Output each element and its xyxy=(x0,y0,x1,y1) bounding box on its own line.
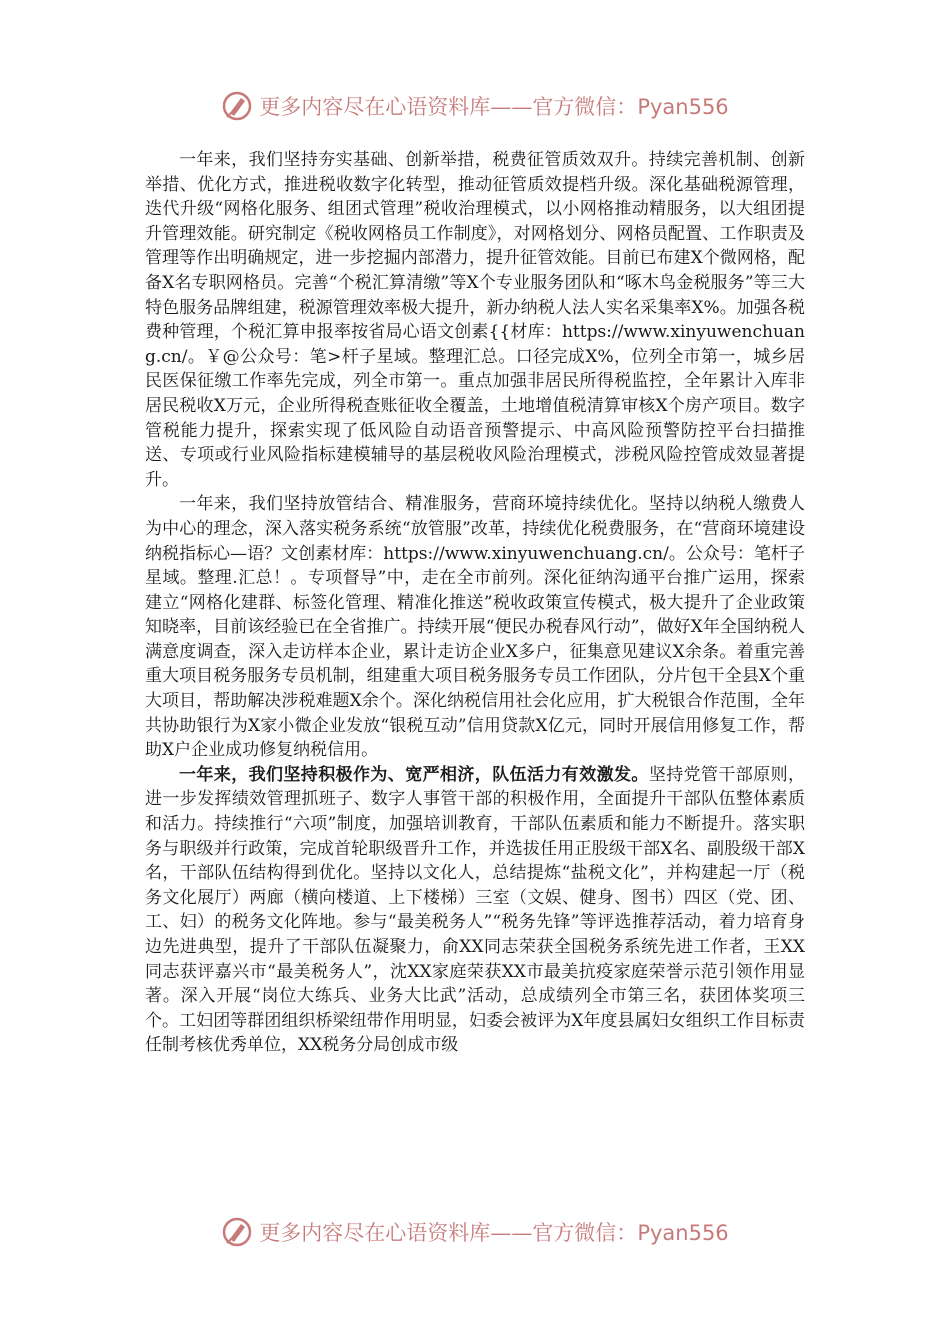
paragraph-1: 一年来，我们坚持夯实基础、创新举措，税费征管质效双升。持续完善机制、创新举措、优化方式，推进税收数字化转型，推动征管质效提档升级。深化基础税源管理，迭代升级“网格化服务、组团式管理”税收治理模式，以小网格推动精服务，以大组团提升管理效能。研究制定《税收网格员工作制度》，对网格划分、网格员配置、工作职责及管理等作出明确规定，进一步挖掘内部潜力，提升征管效能。目前已布建X个微网格，配备X名专职网格员。完善“个税汇算清缴”等X个专业服务团队和“啄木鸟金税服务”等三大特色服务品牌组建，税源管理效率极大提升，新办纳税人法人实名采集率X%。加强各税费种管理，个税汇算申报率按省局心语文创素{{材库：https://www.xinyuwenchuang.cn/。￥@公众号：笔>杆子星域。整理汇总。口径完成X%，位列全市第一，城乡居民医保征缴工作率先完成，列全市第一。重点加强非居民所得税监控，全年累计入库非居民税收X万元，企业所得税查账征收全覆盖，土地增值税清算审核X个房产项目。数字管税能力提升，探索实现了低风险自动语音预警提示、中高风险预警防控平台扫描推送、专项或行业风险指标建模辅导的基层税收风险治理模式，涉税风险控管成效显著提升。 xyxy=(145,150,805,490)
watermark-text: 更多内容尽在心语资料库——官方微信：Pyan556 xyxy=(259,1221,729,1245)
paragraph-3: 一年来，我们坚持积极作为、宽严相济，队伍活力有效激发。坚持党管干部原则，进一步发挥绩效管理抓班子、数字人事管干部的积极作用，全面提升干部队伍整体素质和活力。持续推行“六项”制度，加强培训教育，干部队伍素质和能力不断提升。落实职务与职级并行政策，完成首轮职级晋升工作，并选拔任用正股级干部X名、副股级干部X名，干部队伍结构得到优化。坚持以文化人，总结提炼“盐税文化”，并构建起一厅（税务文化展厅）两廊（横向楼道、上下楼梯）三室（文娱、健身、图书）四区（党、团、工、妇）的税务文化阵地。参与“最美税务人”“税务先锋”等评选推荐活动，着力培育身边先进典型，提升了干部队伍凝聚力，俞XX同志荣获全国税务系统先进工作者，王XX同志获评嘉兴市“最美税务人”，沈XX家庭荣获XX市最美抗疫家庭荣誉示范引领作用显著。深入开展“岗位大练兵、业务大比武”活动，总成绩列全市第三名，获团体奖项三个。工妇团等群团组织桥梁纽带作用明显，妇委会被评为X年度县属妇女组织工作目标责任制考核优秀单位，XX税务分局创成市级 xyxy=(145,764,806,1056)
paragraph-3-lead: 一年来，我们坚持积极作为、宽严相济，队伍活力有效激发。 xyxy=(179,764,649,785)
paragraph-2: 一年来，我们坚持放管结合、精准服务，营商环境持续优化。坚持以纳税人缴费人为中心的理念，深入落实税务系统“放管服”改革，持续优化税费服务，在“营商环境建设纳税指标心—语？文创素材库：https://www.xinyuwenchuang.cn/。公众号：笔杆子星域。整理.汇总！。专项督导”中，走在全市前列。深化征纳沟通平台推广运用，探索建立“网格化建群、标签化管理、精准化推送”税收政策宣传模式，极大提升了企业政策知晓率，目前该经验已在全省推广。持续开展“便民办税春风行动”，做好X年全国纳税人满意度调查，深入走访样本企业，累计走访企业X多户，征集意见建议X余条。着重完善重大项目税务服务专员机制，组建重大项目税务服务专员工作团队，分片包干全县X个重大项目，帮助解决涉税难题X余个。深化纳税信用社会化应用，扩大税银合作范围，全年共协助银行为X家小微企业发放“银税互动”信用贷款X亿元，同时开展信用修复工作，帮助X户企业成功修复纳税信用。 xyxy=(145,494,805,761)
document-body xyxy=(145,148,805,1058)
watermark-banner-bottom xyxy=(0,1212,950,1252)
watermark-banner-top xyxy=(0,86,950,126)
pen-nib-circle-icon xyxy=(221,90,253,122)
pen-nib-circle-icon xyxy=(221,1216,253,1248)
watermark-text: 更多内容尽在心语资料库——官方微信：Pyan556 xyxy=(259,95,729,119)
